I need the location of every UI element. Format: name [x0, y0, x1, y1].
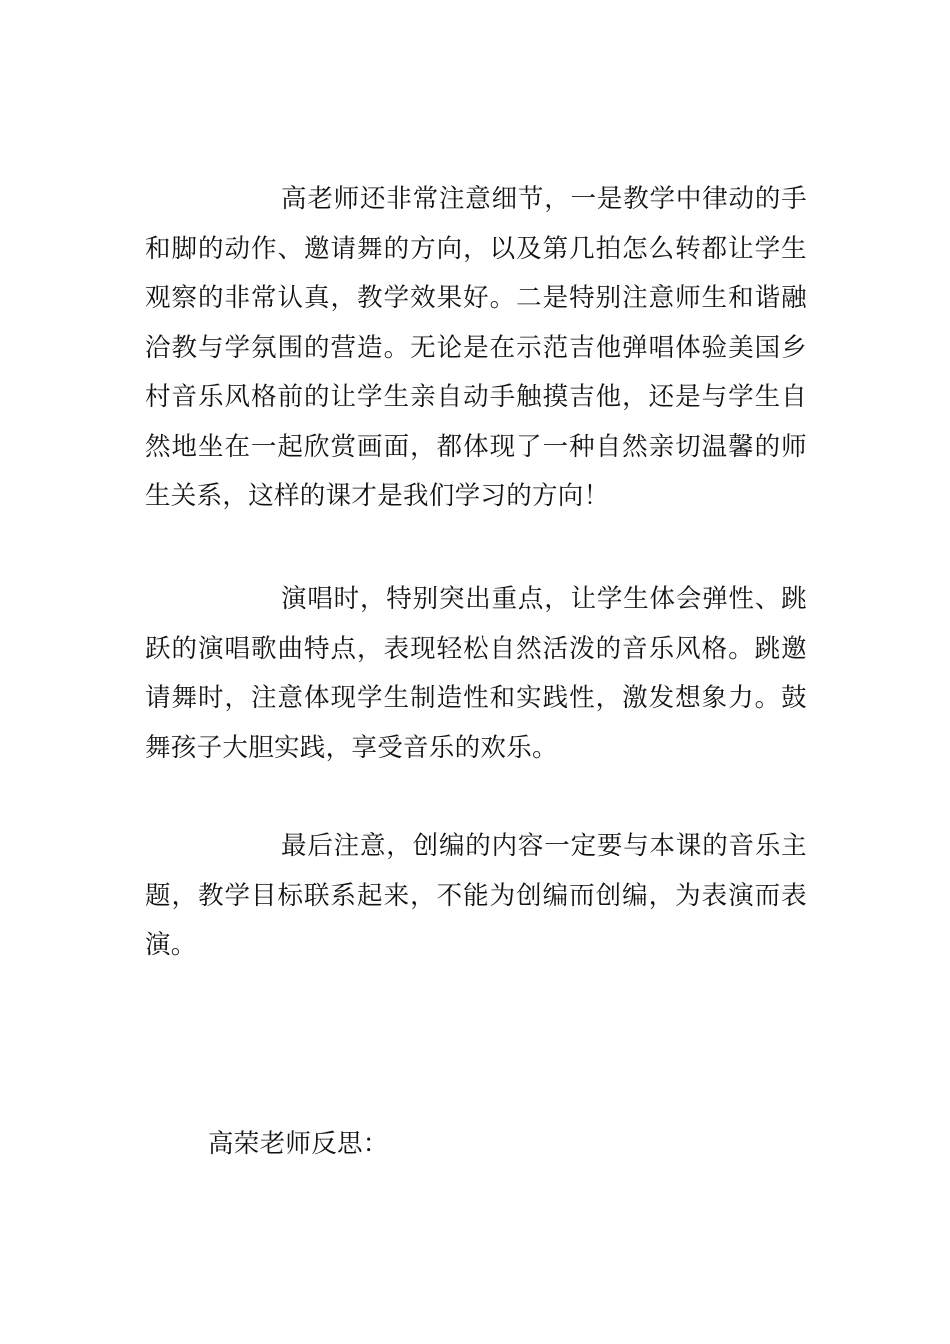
section-heading-reflection: 高荣老师反思： [208, 1129, 389, 1159]
paragraph-creative-content: 最后注意，创编的内容一定要与本课的音乐主题，教学目标联系起来，不能为创编而创编，为表演而表演。 [145, 831, 807, 960]
paragraph-teacher-details: 高老师还非常注意细节，一是教学中律动的手和脚的动作、邀请舞的方向，以及第几拍怎么转都让学生观察的非常认真，教学效果好。二是特别注意师生和谐融洽教与学氛围的营造。无论是在示范吉他弹唱体验美国乡村音乐风格前的让学生亲自动手触摸吉他，还是与学生自然地坐在一起欣赏画面，都体现了一种自然亲切温馨的师生关系，这样的课才是我们学习的方向！ [145, 184, 807, 511]
paragraph-singing-focus: 演唱时，特别突出重点，让学生体会弹性、跳跃的演唱歌曲特点，表现轻松自然活泼的音乐风格。跳邀请舞时，注意体现学生制造性和实践性，激发想象力。鼓舞孩子大胆实践，享受音乐的欢乐。 [145, 584, 807, 763]
